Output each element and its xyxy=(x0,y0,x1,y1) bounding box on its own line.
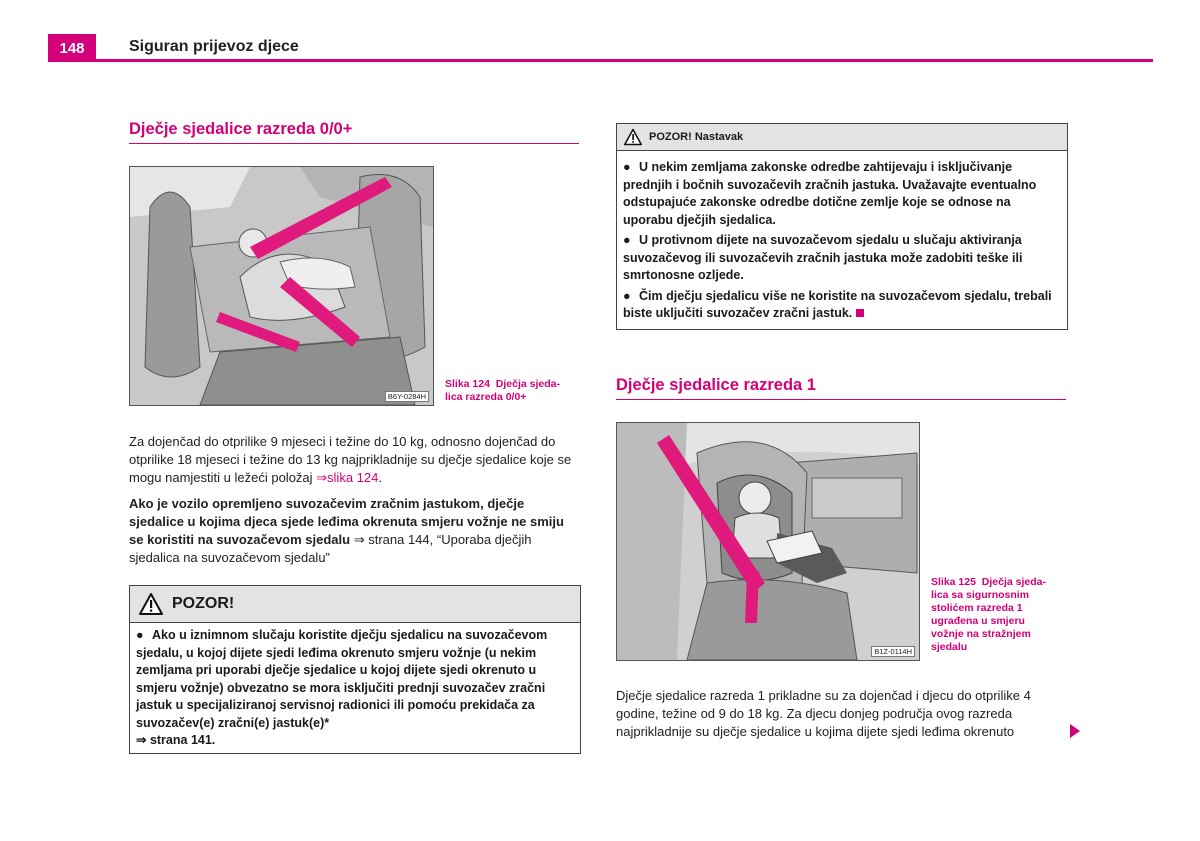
warning-continued-box xyxy=(616,123,1068,330)
paragraph-2-ref[interactable]: ⇒ strana 144, “Uporaba dječjih sjedalica na suvozačevom sjedalu” xyxy=(129,532,532,565)
bullet-icon: ● xyxy=(623,160,631,174)
caption-text-2: lica razreda 0/0+ xyxy=(445,391,527,403)
warning-triangle-icon xyxy=(623,128,643,146)
section-title-class-1: Dječje sjedalice razreda 1 xyxy=(616,376,1066,400)
caption-line: sjedalu xyxy=(931,641,968,653)
warning-box xyxy=(129,585,581,754)
figure-124-link[interactable]: ⇒slika 124 xyxy=(316,470,379,485)
caption-line: vožnje na stražnjem xyxy=(931,628,1031,640)
warning-item-text: U protivnom dijete na suvozačevom sjedalu u slučaju aktiviranja suvozačevog ili suvozačevih zračnih jastuka može zadobiti teške ili smrtonosne ozljede. xyxy=(623,233,1023,282)
caption-label: Slika 125 xyxy=(931,576,976,588)
bullet-icon: ● xyxy=(623,233,631,247)
paragraph-2-bold: Ako je vozilo opremljeno suvozačevim zračnim jastukom, dječje sjedalice u kojima djeca sjede leđima okrenuta smjeru vožnje ne smiju se koristiti na suvozačevom sjedalu xyxy=(129,496,564,547)
page-number: 148 xyxy=(48,34,96,62)
caption-line: stolićem razreda 1 xyxy=(931,602,1023,614)
warning-item-text: Čim dječju sjedalicu više ne koristite na suvozačevom sjedalu, trebali biste uključiti suvozačev zračni jastuk. xyxy=(623,288,1052,320)
warning-item xyxy=(623,232,1059,285)
figure-125-illustration xyxy=(616,422,920,661)
warning-continued-title: POZOR! Nastavak xyxy=(649,131,744,143)
next-page-arrow-icon[interactable] xyxy=(1070,724,1080,738)
figure-124-illustration xyxy=(129,166,434,406)
warning-list xyxy=(130,623,580,750)
warning-triangle-icon xyxy=(138,592,164,616)
caption-label: Slika 124 xyxy=(445,378,490,390)
warning-item xyxy=(136,627,572,750)
warning-item xyxy=(623,159,1059,229)
paragraph-1-end: . xyxy=(378,470,382,485)
paragraph-1-text: Za dojenčad do otprilike 9 mjeseci i težine do 10 kg, odnosno dojenčad do otprilike 18 mjeseci i težine do 13 kg najprikladnije su dječje sjedalice koje se mogu namjestiti u ležeći položaj xyxy=(129,434,572,485)
caption-line: lica sa sigurnosnim xyxy=(931,589,1030,601)
caption-line: Dječja sjeda- xyxy=(981,576,1046,588)
warning-continued-header xyxy=(617,124,1067,151)
paragraph-1 xyxy=(129,433,579,487)
warning-item-text: U nekim zemljama zakonske odredbe zahtijevaju i isključivanje prednjih i bočnih suvozačevih zračnih jastuka. Uvažavajte eventualno odstupajuće zakonske odredbe dotične zemlje koje se odnose na uporabu dječjih sjedalica. xyxy=(623,160,1037,227)
warning-item-text: Ako u iznimnom slučaju koristite dječju sjedalicu na suvozačevom sjedalu, u kojoj dijete sjedi leđima okrenuto smjeru vožnje (u nekim zemljama pri uporabi dječje sjedalice u kojoj dijete sjedi okrenuto u smjeru vožnje) obvezatno se mora isključiti prednji suvozačev zračni jastuk u specijaliziranoj servisnoj radionici ili pomoću prekidača za suvozačev(e) zračni(e) jastuk(e)* xyxy=(136,628,548,730)
header-rule xyxy=(48,59,1153,62)
warning-item xyxy=(623,288,1059,323)
figure-125-caption xyxy=(931,576,1081,654)
car-seat-class0-drawing xyxy=(130,167,433,405)
bullet-icon: ● xyxy=(136,628,144,642)
running-title: Siguran prijevoz djece xyxy=(129,38,299,55)
warning-header xyxy=(130,586,580,623)
figure-code: B1Z-0114H xyxy=(871,646,915,657)
section-title-class-0: Dječje sjedalice razreda 0/0+ xyxy=(129,120,579,144)
right-body-text xyxy=(616,687,1066,749)
figure-code: B6Y-0284H xyxy=(385,391,429,402)
car-seat-class1-drawing xyxy=(617,423,919,660)
warning-continued-list xyxy=(617,151,1067,323)
paragraph-2 xyxy=(129,495,579,567)
paragraph-3: Dječje sjedalice razreda 1 prikladne su za dojenčad i djecu do otprilike 4 godine, težine od 9 do 18 kg. Za djecu donjeg područja ovog razreda najprikladnije su dječje sjedalice u kojima dijete sjedi leđima okrenuto xyxy=(616,688,1031,739)
warning-title: POZOR! xyxy=(172,595,235,612)
left-body-text xyxy=(129,433,579,575)
caption-line: ugrađena u smjeru xyxy=(931,615,1025,627)
figure-124-caption xyxy=(445,378,585,404)
end-square-icon xyxy=(856,309,864,317)
bullet-icon: ● xyxy=(623,288,631,303)
caption-text: Dječja sjeda- xyxy=(495,378,560,390)
warning-item-ref[interactable]: ⇒ strana 141. xyxy=(136,733,216,747)
